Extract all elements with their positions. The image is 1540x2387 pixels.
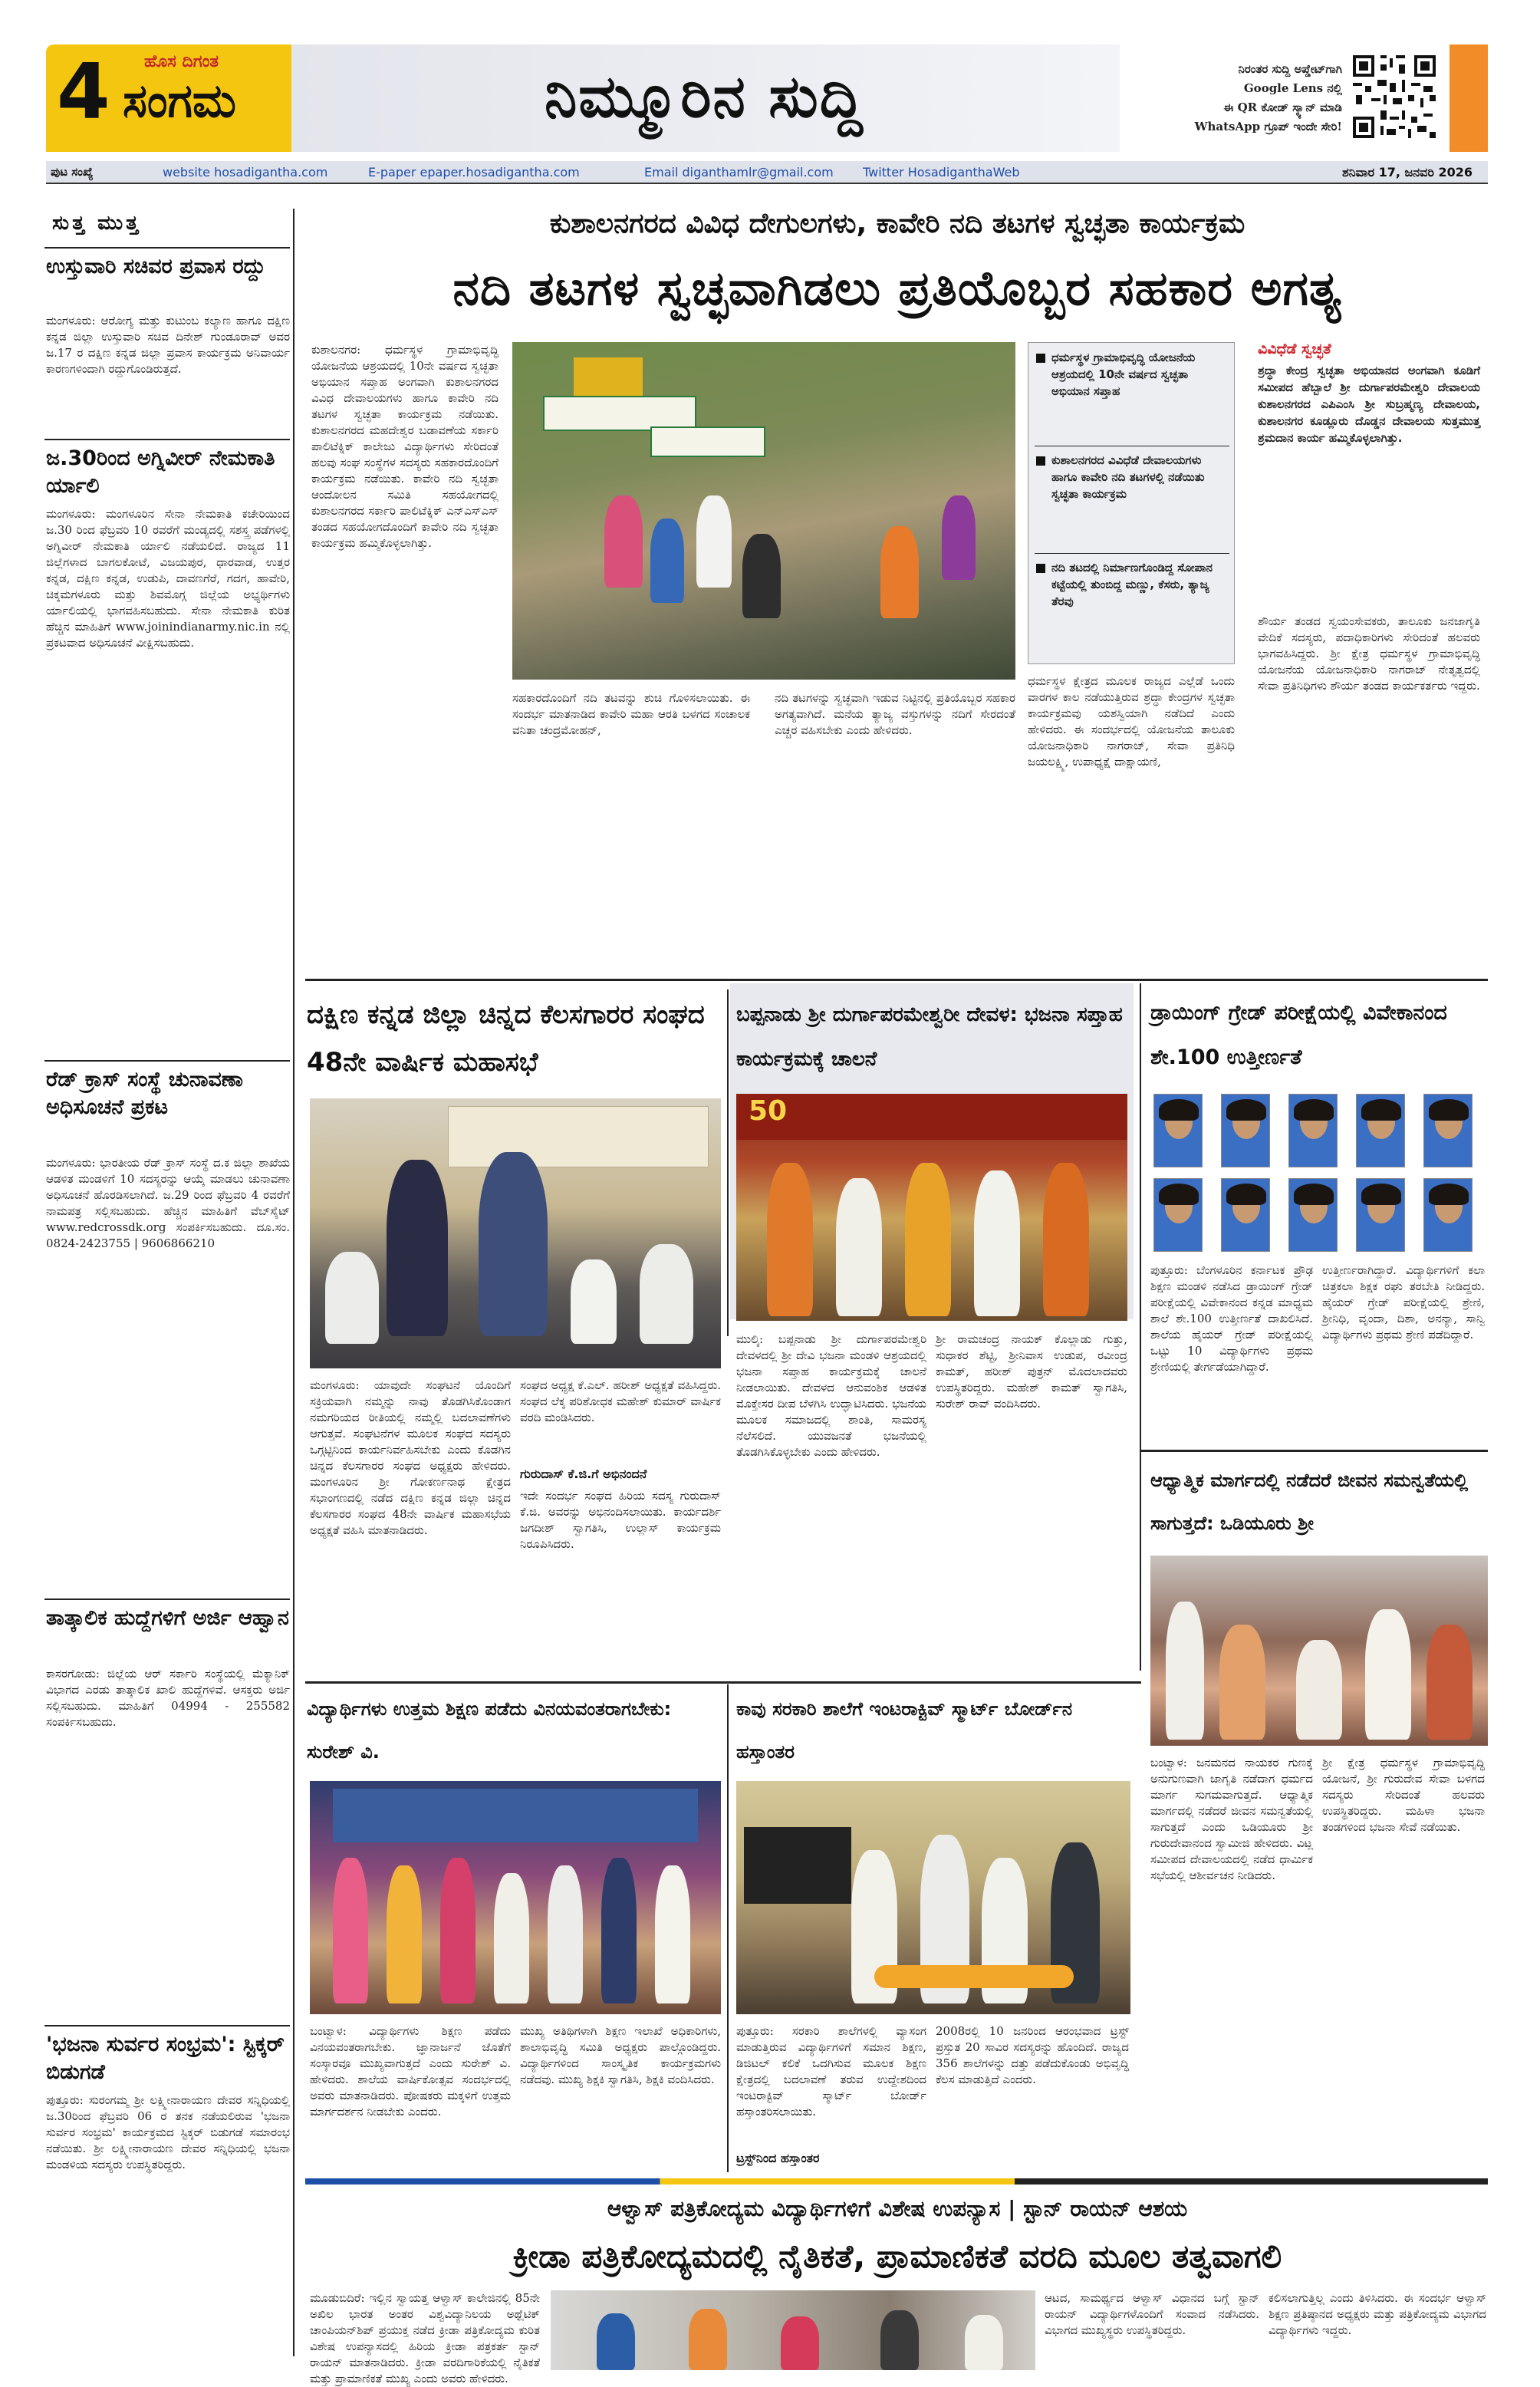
person-figure [325, 1252, 379, 1344]
person-figure [836, 1178, 882, 1316]
story7-photo [736, 1781, 1130, 2014]
person-figure [1296, 1640, 1342, 1740]
sidebar-logo: ಸುತ್ತ ಮುತ್ತ [52, 212, 142, 235]
person-figure [604, 496, 643, 588]
stage-banner [448, 1106, 709, 1167]
story8-column: ಮೂಡುಬಿದಿರೆ: ಇಲ್ಲಿನ ಸ್ವಾಯತ್ತ ಆಳ್ವಾಸ್ ಕಾಲೇಜಿನಲ್ಲಿ 85ನೇ ಅಖಿಲ ಭಾರತ ಅಂತರ ವಿಶ್ವವಿದ್ಯಾನಿಲಯ ಅಥ್ಲೆಟಿಕ್ ಚಾಂಪಿಯನ್‌ಶಿಪ್ ಪ್ರಯುಕ್ತ ನಡೆದ ಕ್ರೀಡಾ ಪತ್ರಿಕೋದ್ಯಮ ಕುರಿತ ವಿಶೇಷ ಉಪನ್ಯಾಸದಲ್ಲಿ ಹಿರಿಯ ಕ್ರೀಡಾ ಪತ್ರಕರ್ತ ಸ್ಟಾನ್ ರಾಯನ್ ಮಾತನಾಡಿದರು. ಕ್ರೀಡಾ ವರದಿಗಾರಿಕೆಯಲ್ಲಿ ನೈತಿಕತೆ ಮತ್ತು ಪ್ರಾಮಾಣಿಕತೆ ಮುಖ್ಯ ಎಂದು ಅವರು ಹೇಳಿದರು. [310, 2291, 540, 2385]
story8-photo [551, 2290, 1035, 2370]
lead-kicker: ಕುಶಾಲನಗರದ ವಿವಿಧ ದೇಗುಲಗಳು, ಕಾವೇರಿ ನದಿ ತಟಗಳ ಸ್ವಚ್ಛತಾ ಕಾರ್ಯಕ್ರಮ [549, 208, 1245, 239]
divider [44, 247, 290, 249]
qr-caption-line: WhatsApp ಗ್ರೂಪ್ ಇಂದೇ ಸೇರಿ! [1194, 120, 1342, 133]
email-link[interactable]: Email diganthamlr@gmail.com [644, 165, 834, 179]
story8-column: ಆಟದ, ಸಾಮರ್ಥ್ಯದ ಆಳ್ವಾಸ್ ವಿಧಾನದ ಬಗ್ಗೆ ಸ್ಟಾನ್ ರಾಯನ್ ವಿದ್ಯಾರ್ಥಿಗಳೊಂದಿಗೆ ಸಂವಾದ ನಡೆಸಿದರು. ವಿಭಾಗದ ಮುಖ್ಯಸ್ಥರು ಉಪಸ್ಥಿತರಿದ್ದರು. [1045, 2291, 1259, 2337]
person-figure [880, 526, 919, 618]
info-strip [46, 161, 1488, 184]
person-figure [767, 1163, 813, 1316]
person-figure [650, 519, 684, 603]
story6-column: ಮುಖ್ಯ ಅತಿಥಿಗಳಾಗಿ ಶಿಕ್ಷಣ ಇಲಾಖೆ ಅಧಿಕಾರಿಗಳು, ಶಾಲಾಭಿವೃದ್ಧಿ ಸಮಿತಿ ಅಧ್ಯಕ್ಷರು ಪಾಲ್ಗೊಂಡಿದ್ದರು. ವಿದ್ಯಾರ್ಥಿಗಳಿಂದ ಸಾಂಸ್ಕೃತಿಕ ಕಾರ್ಯಕ್ರಮಗಳು ನಡೆದವು. ಮುಖ್ಯ ಶಿಕ್ಷಕಿ ಸ್ವಾಗತಿಸಿ, ಶಿಕ್ಷಕಿ ವಂದಿಸಿದರು. [520, 2024, 721, 2086]
brand-main: ಸಂಗಮ [123, 74, 236, 128]
column-divider [727, 989, 729, 1336]
decorative-band [305, 2178, 1488, 2185]
person-figure [571, 1259, 617, 1344]
lead-headline: ನದಿ ತಟಗಳ ಸ್ವಚ್ಛವಾಗಿಡಲು ಪ್ರತಿಯೊಬ್ಬರ ಸಹಕಾರ ಅಗತ್ಯ [452, 260, 1342, 316]
qr-code[interactable] [1350, 52, 1439, 141]
person-figure [1043, 1163, 1089, 1316]
banner [650, 426, 765, 457]
person-figure [905, 1163, 951, 1316]
divider [44, 1598, 290, 1600]
website-link[interactable]: website hosadigantha.com [163, 165, 328, 179]
bullet-item: ಕುಶಾಲನಗರದ ವಿವಿಧೆಡೆ ದೇವಾಲಯಗಳು ಹಾಗೂ ಕಾವೇರಿ ನದಿ ತಟಗಳಲ್ಲಿ ನಡೆಯಿತು ಸ್ವಚ್ಛತಾ ಕಾರ್ಯಕ್ರಮ [1051, 453, 1205, 501]
side-box-body: ಶೌರ್ಯ ತಂಡದ ಸ್ವಯಂಸೇವಕರು, ತಾಲೂಕು ಜನಜಾಗೃತಿ ವೇದಿಕೆ ಸದಸ್ಯರು, ಪದಾಧಿಕಾರಿಗಳು ಸೇರಿದಂತೆ ಹಲವರು ಭಾಗವಹಿಸಿದ್ದರು. ಶ್ರೀ ಕ್ಷೇತ್ರ ಧರ್ಮಸ್ಥಳ ಗ್ರಾಮಾಭಿವೃದ್ಧಿ ಯೋಜನೆಯ ಯೋಜನಾಧಿಕಾರಿ ನಾಗರಾಜ್ ನೇತೃತ್ವದಲ್ಲಿ ಸೇವಾ ಪ್ರತಿನಿಧಿಗಳು ಶೌರ್ಯ ತಂಡದ ಕಾರ್ಯಕರ್ತರು ಇದ್ದರು. [1258, 614, 1480, 693]
story-headline: ತಾತ್ಕಾಲಿಕ ಹುದ್ದೆಗಳಿಗೆ ಅರ್ಜಿ ಆಹ್ವಾನ [46, 1606, 289, 1630]
student-photo [1288, 1094, 1338, 1167]
person-figure [1219, 1625, 1265, 1740]
person-figure [333, 1858, 368, 2003]
story4-column: ಉತ್ತೀರ್ಣರಾಗಿದ್ದಾರೆ. ವಿದ್ಯಾರ್ಥಿಗಳಿಗೆ ಕಲಾ ಚಿತ್ರಕಲಾ ಶಿಕ್ಷಕ ರಘು ತರಬೇತಿ ನೀಡಿದ್ದರು. ಹೈಯರ್ ಗ್ರೇಡ್ ಪರೀಕ್ಷೆಯಲ್ಲಿ ಶ್ರೇಣಿ, ಶ್ರೀನಿಧಿ, ವೃಂದಾ, ದಿಶಾ, ಅನನ್ಯಾ, ಸಾನ್ವಿ ವಿದ್ಯಾರ್ಥಿಗಳು ಪ್ರಥಮ ಶ್ರೇಣಿ ಪಡೆದಿದ್ದಾರೆ. [1322, 1263, 1485, 1342]
story-headline: ಜ.30ರಿಂದ ಅಗ್ನಿವೀರ್ ನೇಮಕಾತಿ ರ್ಯಾಲಿ [46, 446, 275, 498]
story3-photo [736, 1094, 1127, 1321]
flower-garland [874, 1965, 1074, 1988]
person-figure [1166, 1602, 1204, 1740]
lead-column: ಧರ್ಮಸ್ಥಳ ಕ್ಷೇತ್ರದ ಮೂಲಕ ರಾಜ್ಯದ ಎಲ್ಲೆಡೆ ಒಂದು ವಾರಗಳ ಕಾಲ ನಡೆಯುತ್ತಿರುವ ಶ್ರದ್ಧಾ ಕೇಂದ್ರಗಳ ಸ್ವಚ್ಛತಾ ಕಾರ್ಯಕ್ರಮವು ಯಶಸ್ವಿಯಾಗಿ ನಡೆದಿದೆ ಎಂದು ಹೇಳಿದರು. ಈ ಸಂದರ್ಭದಲ್ಲಿ ಯೋಜನೆಯ ತಾಲೂಕು ಯೋಜನಾಧಿಕಾರಿ ನಾಗರಾಜ್, ಸೇವಾ ಪ್ರತಿನಿಧಿ ಜಯಲಕ್ಷ್ಮಿ, ಉಪಾಧ್ಯಕ್ಷೆ ದಾಕ್ಷಾಯಣಿ, [1028, 674, 1235, 769]
person-figure [655, 1865, 690, 2003]
qr-caption [1127, 60, 1342, 137]
person-figure [1365, 1609, 1411, 1740]
person-figure [942, 496, 976, 580]
side-box-lead: ಶ್ರದ್ಧಾ ಕೇಂದ್ರ ಸ್ವಚ್ಛತಾ ಅಭಿಯಾನದ ಅಂಗವಾಗಿ ಕೂಡಿಗೆ ಸಮೀಪದ ಹೆಬ್ಬಾಲೆ ಶ್ರೀ ದುರ್ಗಾಪರಮೇಶ್ವರಿ ದೇವಾಲಯ ಕುಶಾಲನಗರದ ಎಪಿಎಂಸಿ ಶ್ರೀ ಸುಬ್ರಹ್ಮಣ್ಯ ದೇವಾಲಯ, ಕುಶಾಲನಗರ ಕೂಡ್ಲೂರು ದೊಡ್ಡನ ದೇವಾಲಯ ಸುತ್ತಮುತ್ತ ಶ್ರಮದಾನ ಕಾರ್ಯ ಹಮ್ಮಿಕೊಳ್ಳಲಾಗಿತ್ತು. [1258, 364, 1480, 445]
story5-column: ಶ್ರೀ ಕ್ಷೇತ್ರ ಧರ್ಮಸ್ಥಳ ಗ್ರಾಮಾಭಿವೃದ್ಧಿ ಯೋಜನೆ, ಶ್ರೀ ಗುರುದೇವ ಸೇವಾ ಬಳಗದ ಸದಸ್ಯರು ಸೇರಿದಂತೆ ಹಲವರು ಉಪಸ್ಥಿತರಿದ್ದರು. ಮಹಿಳಾ ಭಜನಾ ತಂಡಗಳಿಂದ ಭಜನಾ ಸೇವೆ ನಡೆಯಿತು. [1322, 1756, 1485, 1834]
student-photo [1153, 1178, 1203, 1252]
story2-headline: ದಕ್ಷಿಣ ಕನ್ನಡ ಜಿಲ್ಲಾ ಚಿನ್ನದ ಕೆಲಸಗಾರರ ಸಂಘದ 48ನೇ ವಾರ್ಷಿಕ ಮಹಾಸಭೆ [307, 999, 705, 1078]
lead-column: ನದಿ ತಟಗಳನ್ನು ಸ್ವಚ್ಛವಾಗಿ ಇಡುವ ನಿಟ್ಟಿನಲ್ಲಿ ಪ್ರತಿಯೊಬ್ಬರ ಸಹಕಾರ ಅಗತ್ಯವಾಗಿದೆ. ಮನೆಯ ತ್ಯಾಜ್ಯ ವಸ್ತುಗಳನ್ನು ನದಿಗೆ ಸೇರದಂತೆ ಎಚ್ಚರ ವಹಿಸಬೇಕು ಎಂದು ಹೇಳಿದರು. [775, 691, 1015, 737]
page-number: 4 [57, 47, 110, 137]
masthead [46, 44, 1488, 161]
story7-column: 2008ರಲ್ಲಿ 10 ಜನರಿಂದ ಆರಂಭವಾದ ಟ್ರಸ್ಟ್ ಪ್ರಸ್ತುತ 20 ಸಾವಿರ ಸದಸ್ಯರನ್ನು ಹೊಂದಿದೆ. ರಾಜ್ಯದ 356 ಶಾಲೆಗಳನ್ನು ದತ್ತು ಪಡೆದುಕೊಂಡು ಅಭಿವೃದ್ಧಿ ಕೆಲಸ ಮಾಡುತ್ತಿದೆ ಎಂದರು. [936, 2024, 1129, 2086]
student-photo [1423, 1178, 1473, 1252]
story8-kicker: ಆಳ್ವಾಸ್ ಪತ್ರಿಕೋದ್ಯಮ ವಿದ್ಯಾರ್ಥಿಗಳಿಗೆ ವಿಶೇಷ ಉಪನ್ಯಾಸ | ಸ್ಟಾನ್ ರಾಯನ್ ಆಶಯ [607, 2196, 1188, 2221]
student-photo [1423, 1094, 1473, 1167]
story6-headline: ವಿದ್ಯಾರ್ಥಿಗಳು ಉತ್ತಮ ಶಿಕ್ಷಣ ಪಡೆದು ವಿನಯವಂತರಾಗಬೇಕು: ಸುರೇಶ್ ವಿ. [307, 1698, 672, 1763]
story4-headline: ಡ್ರಾಯಿಂಗ್ ಗ್ರೇಡ್ ಪರೀಕ್ಷೆಯಲ್ಲಿ ವಿವೇಕಾನಂದ ಶೇ.100 ಉತ್ತೀರ್ಣತೆ [1150, 1001, 1447, 1069]
story2-column: ಮಂಗಳೂರು: ಯಾವುದೇ ಸಂಘಟನೆ ಯೊಂದಿಗೆ ಸಕ್ರಿಯವಾಗಿ ನಮ್ಮನ್ನು ನಾವು ತೊಡಗಿಸಿಕೊಂಡಾಗ ನಮಗರಿಯದ ರೀತಿಯಲ್ಲಿ ನಮ್ಮಲ್ಲಿ ಬದಲಾವಣೆಗಳು ಆಗುತ್ತವೆ. ಸಂಘಟನೆಗಳ ಮೂಲಕ ಸಂಘದ ಸದಸ್ಯರು ಒಗ್ಗಟ್ಟಿನಿಂದ ಕಾರ್ಯನಿರ್ವಹಿಸಬೇಕು ಎಂದು ಕೊಡಗಿನ ಚಿನ್ನದ ಕೆಲಸಗಾರರ ಸಂಘದ ಅಧ್ಯಕ್ಷರು ಹೇಳಿದರು. ಮಂಗಳೂರಿನ ಶ್ರೀ ಗೋಕರ್ಣನಾಥ ಕ್ಷೇತ್ರದ ಸಭಾಂಗಣದಲ್ಲಿ ನಡೆದ ದಕ್ಷಿಣ ಕನ್ನಡ ಜಿಲ್ಲಾ ಚಿನ್ನದ ಕೆಲಸಗಾರರ ಸಂಘದ 48ನೇ ವಾರ್ಷಿಕ ಮಹಾಸಭೆಯ ಅಧ್ಯಕ್ಷತೆ ವಹಿಸಿ ಮಾತನಾಡಿದರು. [310, 1378, 511, 1537]
story7-headline: ಕಾವು ಸರಕಾರಿ ಶಾಲೆಗೆ ಇಂಟರಾಕ್ಟಿವ್ ಸ್ಮಾರ್ಟ್ ಬೋರ್ಡ್‌ನ ಹಸ್ತಾಂತರ [736, 1698, 1073, 1763]
story2-photo [310, 1098, 721, 1368]
divider [44, 1060, 290, 1062]
story7-column: ಪುತ್ತೂರು: ಸರಕಾರಿ ಶಾಲೆಗಳಲ್ಲಿ ವ್ಯಾಸಂಗ ಮಾಡುತ್ತಿರುವ ವಿದ್ಯಾರ್ಥಿಗಳಿಗೆ ಸಮಾನ ಶಿಕ್ಷಣ, ಡಿಜಿಟಲ್ ಕಲಿಕೆ ಒದಗಿಸುವ ಮೂಲಕ ಶಿಕ್ಷಣ ಕ್ಷೇತ್ರದಲ್ಲಿ ಬದಲಾವಣೆ ತರುವ ಉದ್ದೇಶದಿಂದ ಇಂಟರಾಕ್ಟಿವ್ ಸ್ಮಾರ್ಟ್ ಬೋರ್ಡ್ ಹಸ್ತಾಂತರಿಸಲಾಯಿತು. [736, 2024, 926, 2119]
story3-column: ಶ್ರೀ ರಾಮಚಂದ್ರ ನಾಯಕ್ ಕೊಲ್ಲಾಡು ಗುತ್ತು, ಸುಧಾಕರ ಶೆಟ್ಟಿ, ಶ್ರೀನಿವಾಸ ಉಡುಪ, ರವೀಂದ್ರ ಕಾಮತ್, ಹರೀಶ್ ಪುತ್ರನ್ ಮೊದಲಾದವರು ಉಪಸ್ಥಿತರಿದ್ದರು. ಮಹೇಶ್ ಕಾಮತ್ ಸ್ವಾಗತಿಸಿ, ಸುರೇಶ್ ರಾವ್ ವಂದಿಸಿದರು. [936, 1332, 1127, 1411]
story5-headline: ಆಧ್ಯಾತ್ಮಿಕ ಮಾರ್ಗದಲ್ಲಿ ನಡೆದರೆ ಜೀವನ ಸಮನ್ವತೆಯಲ್ಲಿ ಸಾಗುತ್ತದೆ: ಒಡಿಯೂರು ಶ್ರೀ [1150, 1470, 1469, 1534]
story-body: ಕಾಸರಗೋಡು: ಜಿಲ್ಲೆಯ ಆರ್ ಸರ್ಕಾರಿ ಸಂಸ್ಥೆಯಲ್ಲಿ ಮೆಕ್ಯಾನಿಕ್ ವಿಭಾಗದ ಎರಡು ತಾತ್ಕಾಲಿಕ ಖಾಲಿ ಹುದ್ದೆಗಳಿವೆ. ಆಸಕ್ತರು ಅರ್ಜಿ ಸಲ್ಲಿಸಬಹುದು. ಮಾಹಿತಿಗೆ 04994 - 255582 ಸಂಪರ್ಕಿಸಬಹುದು. [46, 1667, 290, 1729]
student-photo [1221, 1178, 1270, 1252]
person-figure [880, 2310, 919, 2370]
divider [305, 1681, 1141, 1684]
story-body: ಮಂಗಳೂರು: ಭಾರತೀಯ ರೆಡ್ ಕ್ರಾಸ್ ಸಂಸ್ಥೆ ದ.ಕ ಜಿಲ್ಲಾ ಶಾಖೆಯ ಆಡಳಿತ ಮಂಡಳಿಗೆ 10 ಸದಸ್ಯರನ್ನು ಆಯ್ಕೆ ಮಾಡಲು ಚುನಾವಣಾ ಅಧಿಸೂಚನೆ ಹೊರಡಿಸಲಾಗಿದೆ. ಜ.29 ರಿಂದ ಫೆಬ್ರವರಿ 4 ರವರೆಗೆ ನಾಮಪತ್ರ ಸಲ್ಲಿಸಬಹುದು. ಹೆಚ್ಚಿನ ಮಾಹಿತಿಗೆ ವೆಬ್‌ಸೈಟ್ www.redcrossdk.org ಸಂಪರ್ಕಿಸಬಹುದು. ದೂ.ಸಂ. 0824-2423755 | 9606866210 [46, 1156, 290, 1250]
side-box-head: ವಿವಿಧೆಡೆ ಸ್ವಚ್ಛತೆ [1258, 341, 1331, 357]
qr-caption-line: Google Lens ನಲ್ಲಿ [1243, 81, 1342, 95]
column-divider [1140, 983, 1141, 1671]
story-headline: 'ಭಜನಾ ಸುರ್ವರ ಸಂಭ್ರಮ': ಸ್ಟಿಕ್ಕರ್ ಬಿಡುಗಡೆ [46, 2033, 285, 2084]
divider [44, 2025, 290, 2026]
qr-caption-line: ನಿರಂತರ ಸುದ್ದಿ ಅಪ್ಡೇಟ್‌ಗಾಗಿ [1238, 62, 1342, 76]
student-photo [1288, 1178, 1338, 1252]
story6-column: ಬಂಟ್ವಾಳ: ವಿದ್ಯಾರ್ಥಿಗಳು ಶಿಕ್ಷಣ ಪಡೆದು ವಿನಯವಂತರಾಗಬೇಕು. ಜ್ಞಾನಾರ್ಜನೆ ಜೊತೆಗೆ ಸಂಸ್ಕಾರವೂ ಮುಖ್ಯವಾಗುತ್ತದೆ ಎಂದು ಸುರೇಶ್ ವಿ. ಹೇಳಿದರು. ಶಾಲೆಯ ವಾರ್ಷಿಕೋತ್ಸವ ಸಂದರ್ಭದಲ್ಲಿ ಅವರು ಮಾತನಾಡಿದರು. ಪೋಷಕರು ಮಕ್ಕಳಿಗೆ ಉತ್ತಮ ಮಾರ್ಗದರ್ಶನ ನೀಡಬೇಕು ಎಂದರು. [310, 2024, 511, 2119]
story-headline: ಉಸ್ತುವಾರಿ ಸಚಿವರ ಪ್ರವಾಸ ರದ್ದು [46, 255, 266, 278]
story5-column: ಬಂಟ್ವಾಳ: ಜನಮನದ ನಾಯಕರ ಗುಣಕ್ಕೆ ಅನುಗುಣವಾಗಿ ಜಾಗೃತಿ ನಡೆದಾಗ ಧರ್ಮದ ಮಾರ್ಗ ಸುಗಮವಾಗುತ್ತದೆ. ಆಧ್ಯಾತ್ಮಿಕ ಮಾರ್ಗದಲ್ಲಿ ನಡೆದರೆ ಜೀವನ ಸಮನ್ವತೆಯಲ್ಲಿ ಸಾಗುತ್ತದೆ ಎಂದು ಒಡಿಯೂರು ಶ್ರೀ ಗುರುದೇವಾನಂದ ಸ್ವಾಮೀಜಿ ಹೇಳಿದರು. ವಿಟ್ಲ ಸಮೀಪದ ದೇವಾಲಯದಲ್ಲಿ ನಡೆದ ಧಾರ್ಮಿಕ ಸಭೆಯಲ್ಲಿ ಆಶೀರ್ವಚನ ನೀಡಿದರು. [1150, 1756, 1313, 1882]
bullet-square-icon [1036, 564, 1045, 573]
story-body: ಮಂಗಳೂರು: ಮಂಗಳೂರಿನ ಸೇನಾ ನೇಮಕಾತಿ ಕಚೇರಿಯಿಂದ ಜ.30 ರಿಂದ ಫೆಬ್ರವರಿ 10 ರವರೆಗೆ ಮಂಡ್ಯದಲ್ಲಿ ಸಶಸ್ತ್ರ ಪಡೆಗಳಲ್ಲಿ ಅಗ್ನಿವೀರ್ ನೇಮಕಾತಿ ರ್ಯಾಲಿ ನಡೆಯಲಿದೆ. ರಾಜ್ಯದ 11 ಜಿಲ್ಲೆಗಳಾದ ಬಾಗಲಕೋಟೆ, ವಿಜಯಪುರ, ಧಾರವಾಡ, ಉತ್ತರ ಕನ್ನಡ, ದಕ್ಷಿಣ ಕನ್ನಡ, ಉಡುಪಿ, ದಾವಣಗೆರೆ, ಗದಗ, ಹಾವೇರಿ, ಚಿಕ್ಕಮಗಳೂರು ಮತ್ತು ಶಿವಮೊಗ್ಗ ಜಿಲ್ಲೆಯ ಅಭ್ಯರ್ಥಿಗಳು ರ್ಯಾಲಿಯಲ್ಲಿ ಭಾಗವಹಿಸಬಹುದು. ಸೇನಾ ನೇಮಕಾತಿ ಕುರಿತ ಹೆಚ್ಚಿನ ಮಾಹಿತಿಗೆ www.joinindianarmy.nic.in ನಲ್ಲಿ ಪ್ರಕಟವಾದ ಅಧಿಸೂಚನೆ ವೀಕ್ಷಿಸಬಹುದು. [46, 507, 290, 650]
student-photo-grid [1150, 1088, 1488, 1258]
student-photo [1221, 1094, 1270, 1167]
person-figure [601, 1858, 637, 2003]
edition-label: ಪುಟ ಸಂಖ್ಯೆ [51, 165, 94, 179]
person-figure [974, 1170, 1020, 1316]
person-figure [387, 1865, 422, 2003]
story7-subhead: ಟ್ರಸ್ಟ್‌ನಿಂದ ಹಸ್ತಾಂತರ [736, 2151, 820, 2165]
banner-number: 50 [749, 1095, 788, 1127]
person-figure [479, 1152, 548, 1336]
person-figure [781, 2316, 819, 2370]
student-photo [1356, 1178, 1405, 1252]
story3-column: ಮುಲ್ಕಿ: ಬಪ್ಪನಾಡು ಶ್ರೀ ದುರ್ಗಾಪರಮೇಶ್ವರಿ ದೇವಳದಲ್ಲಿ ಶ್ರೀ ದೇವಿ ಭಜನಾ ಮಂಡಳಿ ಆಶ್ರಯದಲ್ಲಿ ಭಜನಾ ಸಪ್ತಾಹ ಕಾರ್ಯಕ್ರಮಕ್ಕೆ ಚಾಲನೆ ನೀಡಲಾಯಿತು. ದೇವಳದ ಆನುವಂಶಿಕ ಆಡಳಿತ ಮೊಕ್ತೇಸರ ದೀಪ ಬೆಳಗಿಸಿ ಉದ್ಘಾಟಿಸಿದರು. ಭಜನೆಯ ಮೂಲಕ ಸಮಾಜದಲ್ಲಿ ಶಾಂತಿ, ಸಾಮರಸ್ಯ ನೆಲೆಸಲಿದೆ. ಯುವಜನತೆ ಭಜನೆಯಲ್ಲಿ ತೊಡಗಿಸಿಕೊಳ್ಳಬೇಕು ಎಂದು ಹೇಳಿದರು. [736, 1332, 926, 1459]
story2-column: ಇದೇ ಸಂದರ್ಭ ಸಂಘದ ಹಿರಿಯ ಸದಸ್ಯ ಗುರುದಾಸ್ ಕೆ.ಜಿ. ಅವರನ್ನು ಅಭಿನಂದಿಸಲಾಯಿತು. ಕಾರ್ಯದರ್ಶಿ ಜಗದೀಶ್ ಸ್ವಾಗತಿಸಿ, ಉಲ್ಲಾಸ್ ಕಾರ್ಯಕ್ರಮ ನಿರೂಪಿಸಿದರು. [520, 1489, 721, 1551]
person-figure [597, 2313, 635, 2370]
story4-column: ಪುತ್ತೂರು: ಬೆಂಗಳೂರಿನ ಕರ್ನಾಟಕ ಪ್ರೌಢ ಶಿಕ್ಷಣ ಮಂಡಳಿ ನಡೆಸಿದ ಡ್ರಾಯಿಂಗ್ ಗ್ರೇಡ್ ಪರೀಕ್ಷೆಯಲ್ಲಿ ವಿವೇಕಾನಂದ ಕನ್ನಡ ಮಾಧ್ಯಮ ಶಾಲೆ ಶೇ.100 ಉತ್ತೀರ್ಣತೆ ದಾಖಲಿಸಿದೆ. ಶಾಲೆಯ ಹೈಯರ್ ಗ್ರೇಡ್ ಪರೀಕ್ಷೆಯಲ್ಲಿ ಒಟ್ಟು 10 ವಿದ್ಯಾರ್ಥಿಗಳು ಪ್ರಥಮ ಶ್ರೇಣಿಯಲ್ಲಿ ತೇರ್ಗಡೆಯಾಗಿದ್ದಾರೆ. [1150, 1263, 1313, 1374]
person-figure [742, 534, 781, 618]
bullet-item: ನದಿ ತಟದಲ್ಲಿ ನಿರ್ಮಾಣಗೊಂಡಿದ್ದ ಸೋಪಾನ ಕಟ್ಟೆಯಲ್ಲಿ ತುಂಬಿದ್ದ ಮಣ್ಣು, ಕೆಸರು, ತ್ಯಾಜ್ಯ ತೆರವು [1051, 561, 1213, 608]
story-body: ಪುತ್ತೂರು: ಸುರಂಗಮ್ಮ ಶ್ರೀ ಲಕ್ಷ್ಮೀನಾರಾಯಣ ದೇವರ ಸನ್ನಿಧಿಯಲ್ಲಿ ಜ.30ರಿಂದ ಫೆಬ್ರವರಿ 06 ರ ತನಕ ನಡೆಯಲಿರುವ 'ಭಜನಾ ಸುರ್ವರ ಸಂಭ್ರಮ' ಕಾರ್ಯಕ್ರಮದ ಸ್ಟಿಕ್ಕರ್ ಬಿಡುಗಡೆ ಸಮಾರಂಭ ನಡೆಯಿತು. ಶ್ರೀ ಲಕ್ಷ್ಮೀನಾರಾಯಣ ದೇವರ ಸನ್ನಿಧಿಯಲ್ಲಿ ಭಜನಾ ಮಂಡಳಿಯ ಸದಸ್ಯರು ಉಪಸ್ಥಿತರಿದ್ದರು. [46, 2093, 290, 2171]
smart-board [744, 1827, 851, 1904]
story8-column: ಕಲಿಸಲಾಗುತ್ತಿಲ್ಲ ಎಂದು ತಿಳಿಸಿದರು. ಈ ಸಂದರ್ಭ ಆಳ್ವಾಸ್ ಶಿಕ್ಷಣ ಪ್ರತಿಷ್ಠಾನದ ಅಧ್ಯಕ್ಷರು ಮತ್ತು ಪತ್ರಿಕೋದ್ಯಮ ವಿಭಾಗದ ವಿದ್ಯಾರ್ಥಿಗಳು ಇದ್ದರು. [1269, 2291, 1486, 2337]
divider [305, 979, 1488, 981]
epaper-link[interactable]: E-paper epaper.hosadigantha.com [368, 165, 580, 179]
story-headline: ರೆಡ್ ಕ್ರಾಸ್ ಸಂಸ್ಥೆ ಚುನಾವಣಾ ಅಧಿಸೂಚನೆ ಪ್ರಕಟ [46, 1068, 243, 1119]
story6-photo [310, 1781, 721, 2014]
divider [44, 439, 290, 440]
student-photo [1356, 1094, 1405, 1167]
bullet-square-icon [1036, 456, 1045, 466]
masthead-orange-block [1450, 44, 1488, 152]
stage-banner [333, 1789, 698, 1842]
lead-column: ಸಹಕಾರದೊಂದಿಗೆ ನದಿ ತಟವನ್ನು ಶುಚಿ ಗೊಳಿಸಲಾಯಿತು. ಈ ಸಂದರ್ಭ ಮಾತನಾಡಿದ ಕಾವೇರಿ ಮಹಾ ಆರತಿ ಬಳಗದ ಸಂಚಾಲಕ ವನಿತಾ ಚಂದ್ರಮೋಹನ್, [512, 691, 750, 737]
lead-column: ಕುಶಾಲನಗರ: ಧರ್ಮಸ್ಥಳ ಗ್ರಾಮಾಭಿವೃದ್ಧಿ ಯೋಜನೆಯ ಆಶ್ರಯದಲ್ಲಿ 10ನೇ ವರ್ಷದ ಸ್ವಚ್ಛತಾ ಅಭಿಯಾನ ಸಪ್ತಾಹ ಅಂಗವಾಗಿ ಕುಶಾಲನಗರದ ವಿವಿಧ ದೇವಾಲಯಗಳು ಹಾಗೂ ಕಾವೇರಿ ನದಿ ತಟಗಳ ಸ್ವಚ್ಛತಾ ಕಾರ್ಯಕ್ರಮ ನಡೆಯಿತು. ಕುಶಾಲನಗರದ ಮಹದೇಶ್ವರ ಬಡಾವಣೆಯ ಸರ್ಕಾರಿ ಪಾಲಿಟೆಕ್ನಿಕ್ ಕಾಲೇಜು ವಿದ್ಯಾರ್ಥಿಗಳು ಸೇರಿದಂತೆ ಹಲವು ಸಂಘ ಸಂಸ್ಥೆಗಳ ಸದಸ್ಯರು ಸಹಕಾರದೊಂದಿಗೆ ಕಾರ್ಯಕ್ರಮ ನಡೆಯಿತು. ಕಾವೇರಿ ನದಿ ಸ್ವಚ್ಛತಾ ಆಂದೋಲನ ಸಮಿತಿ ಸಹಯೋಗದಲ್ಲಿ ಕುಶಾಲನಗರದ ಸರ್ಕಾರಿ ಪಾಲಿಟೆಕ್ನಿಕ್ ಎನ್‌ಎಸ್‌ಎಸ್ ತಂಡದ ಸಹಯೋಗದೊಂದಿಗೆ ಕಾವೇರಿ ನದಿ ಸ್ವಚ್ಛತಾ ಕಾರ್ಯಕ್ರಮ ಹಮ್ಮಿಕೊಳ್ಳಲಾಗಿತ್ತು. [311, 343, 499, 550]
section-title: ನಿಮ್ಮೂರಿನ ಸುದ್ದಿ [545, 62, 864, 130]
story5-photo [1150, 1556, 1488, 1746]
bullet-square-icon [1036, 354, 1045, 363]
bullet-item: ಧರ್ಮಸ್ಥಳ ಗ್ರಾಮಾಭಿವೃದ್ಧಿ ಯೋಜನೆಯ ಆಶ್ರಯದಲ್ಲಿ 10ನೇ ವರ್ಷದ ಸ್ವಚ್ಛತಾ ಅಭಿಯಾನ ಸಪ್ತಾಹ [1051, 351, 1196, 398]
person-figure [387, 1160, 448, 1336]
story2-column: ಸಂಘದ ಅಧ್ಯಕ್ಷ ಕೆ.ಎಲ್. ಹರೀಶ್ ಅಧ್ಯಕ್ಷತೆ ವಹಿಸಿದ್ದರು. ಸಂಘದ ಲೆಕ್ಕ ಪರಿಶೋಧಕ ಮಹೇಶ್ ಕುಮಾರ್ ವಾರ್ಷಿಕ ವರದಿ ಮಂಡಿಸಿದರು. [520, 1378, 721, 1424]
person-figure [548, 1865, 583, 2003]
excavator [574, 357, 643, 396]
person-figure [965, 2315, 1003, 2370]
person-figure [1426, 1625, 1473, 1740]
lead-bullet-box [1028, 342, 1235, 664]
student-photo [1153, 1094, 1203, 1167]
story8-headline: ಕ್ರೀಡಾ ಪತ್ರಿಕೋದ್ಯಮದಲ್ಲಿ ನೈತಿಕತೆ, ಪ್ರಾಮಾಣಿಕತೆ ವರದಿ ಮೂಲ ತತ್ವವಾಗಲಿ [512, 2237, 1282, 2275]
person-figure [494, 1873, 529, 2003]
twitter-link[interactable]: Twitter HosadiganthaWeb [863, 165, 1020, 179]
person-figure [440, 1858, 475, 2003]
divider [1141, 1450, 1488, 1452]
person-figure [696, 496, 732, 588]
lead-photo [512, 342, 1015, 680]
person-figure [689, 2309, 727, 2370]
anniversary-banner [736, 1094, 1127, 1140]
column-divider [727, 1684, 729, 2172]
story2-subhead: ಗುರುದಾಸ್ ಕೆ.ಜಿ.ಗೆ ಅಭಿನಂದನೆ [520, 1467, 647, 1481]
story3-headline: ಬಪ್ಪನಾಡು ಶ್ರೀ ದುರ್ಗಾಪರಮೇಶ್ವರೀ ದೇವಳ: ಭಜನಾ ಸಪ್ತಾಹ ಕಾರ್ಯಕ್ರಮಕ್ಕೆ ಚಾಲನೆ [736, 1003, 1123, 1071]
sidebar [44, 209, 295, 2356]
divider [1035, 553, 1229, 554]
story-body: ಮಂಗಳೂರು: ಆರೋಗ್ಯ ಮತ್ತು ಕುಟುಂಬ ಕಲ್ಯಾಣ ಹಾಗೂ ದಕ್ಷಿಣ ಕನ್ನಡ ಜಿಲ್ಲಾ ಉಸ್ತುವಾರಿ ಸಚಿವ ದಿನೇಶ್ ಗುಂಡೂರಾವ್ ಅವರ ಜ.17 ರ ದಕ್ಷಿಣ ಕನ್ನಡ ಜಿಲ್ಲಾ ಪ್ರವಾಸ ಕಾರ್ಯಕ್ರಮ ಅನಿವಾರ್ಯ ಕಾರಣಗಳಿಂದಾಗಿ ರದ್ದುಗೊಂಡಿರುತ್ತದೆ. [46, 314, 290, 376]
date: ಶನಿವಾರ 17, ಜನವರಿ 2026 [1342, 165, 1473, 179]
qr-caption-line: ಈ QR ಕೋಡ್ ಸ್ಕ್ಯಾನ್ ಮಾಡಿ [1223, 100, 1342, 114]
person-figure [640, 1244, 693, 1344]
brand-top: ಹೊಸ ದಿಗಂತ [144, 52, 219, 71]
